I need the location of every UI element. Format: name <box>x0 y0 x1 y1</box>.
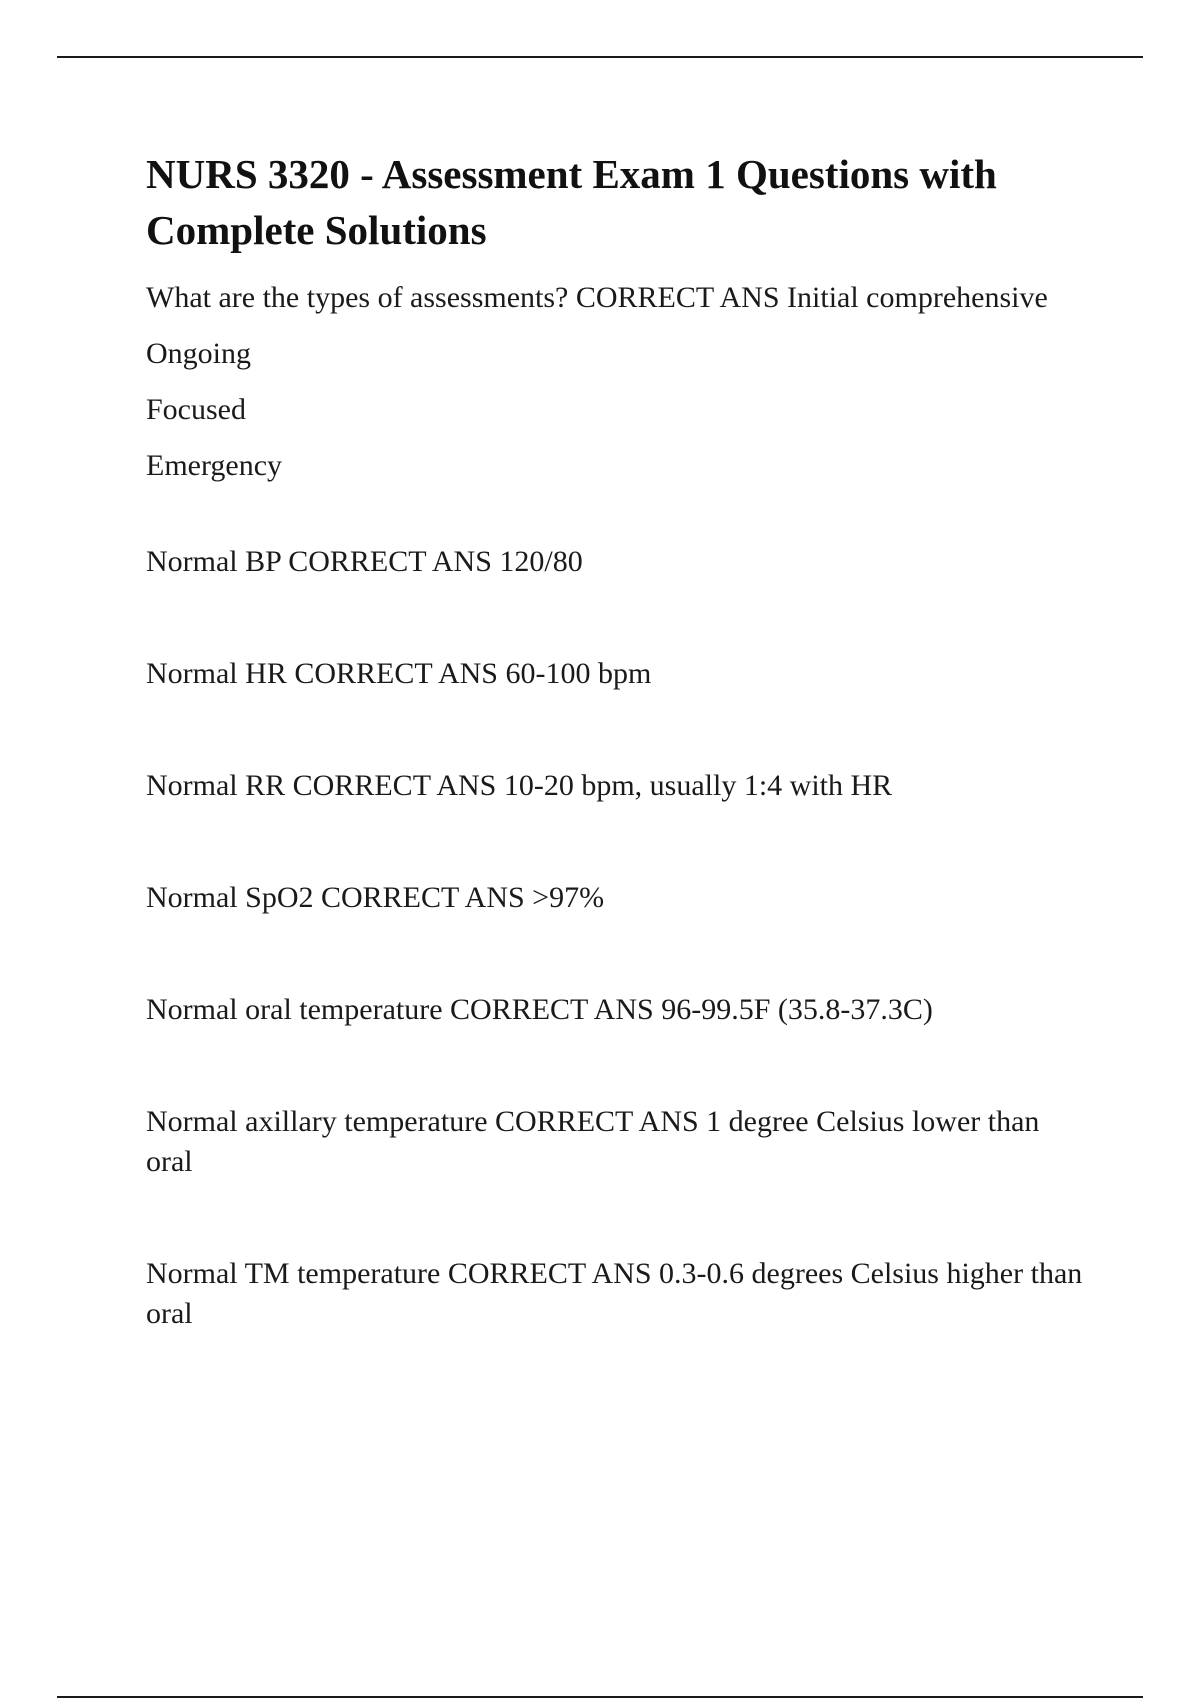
qa-item-normal-tm-temp: Normal TM temperature CORRECT ANS 0.3-0.6 degrees Celsius higher than oral <box>146 1257 1083 1330</box>
document-title: NURS 3320 - Assessment Exam 1 Questions with Complete Solutions <box>146 151 997 253</box>
document-body <box>146 146 1086 1406</box>
qa-items <box>146 542 1086 1334</box>
bottom-rule <box>57 1696 1143 1698</box>
answer-option: Focused <box>146 393 246 426</box>
qa-item-normal-bp: Normal BP CORRECT ANS 120/80 <box>146 545 583 578</box>
qa-item-normal-rr: Normal RR CORRECT ANS 10-20 bpm, usually 1:4 with HR <box>146 769 893 802</box>
top-rule <box>57 56 1143 58</box>
question-types-of-assessments: What are the types of assessments? CORRECT ANS Initial comprehensive <box>146 281 1048 314</box>
answer-option: Emergency <box>146 449 283 482</box>
qa-item-normal-axillary-temp: Normal axillary temperature CORRECT ANS 1 degree Celsius lower than oral <box>146 1105 1040 1178</box>
qa-item-normal-oral-temp: Normal oral temperature CORRECT ANS 96-99.5F (35.8-37.3C) <box>146 993 933 1026</box>
qa-item-normal-hr: Normal HR CORRECT ANS 60-100 bpm <box>146 657 652 690</box>
qa-list <box>146 278 1086 1334</box>
qa-item-normal-spo2: Normal SpO2 CORRECT ANS >97% <box>146 881 605 914</box>
answer-option: Ongoing <box>146 337 251 370</box>
